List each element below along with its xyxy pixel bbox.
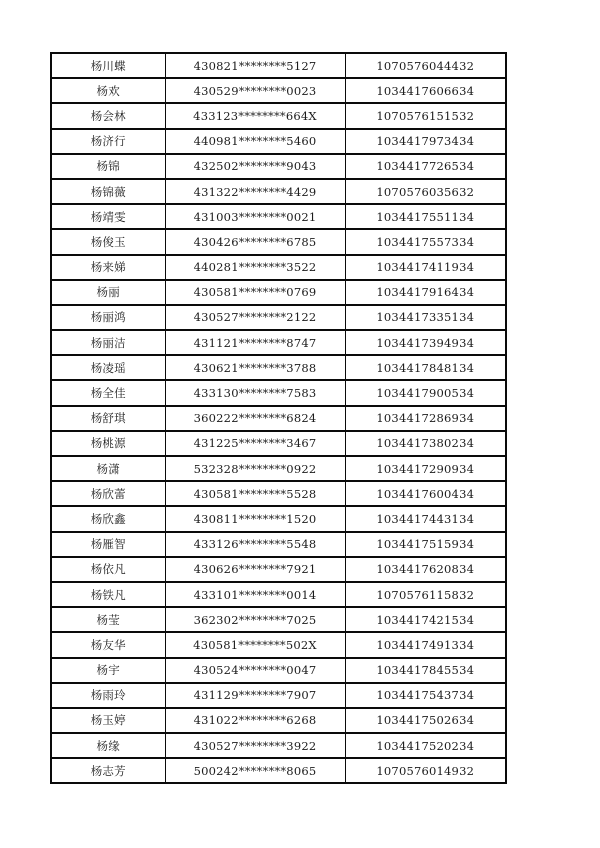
code-cell: 1070576014932 — [345, 758, 506, 783]
table-row — [51, 129, 506, 154]
code-cell: 1034417543734 — [345, 683, 506, 708]
name-cell: 杨雁智 — [51, 532, 165, 557]
code-cell: 1034417848134 — [345, 355, 506, 380]
table-row — [51, 683, 506, 708]
roster-table-body — [51, 53, 506, 783]
name-cell: 杨莹 — [51, 607, 165, 632]
id-masked-cell: 431003********0021 — [165, 204, 345, 229]
id-masked-cell: 430811********1520 — [165, 506, 345, 531]
code-cell: 1070576035632 — [345, 179, 506, 204]
code-cell: 1034417491334 — [345, 632, 506, 657]
name-cell: 杨全佳 — [51, 380, 165, 405]
id-masked-cell: 430527********2122 — [165, 305, 345, 330]
id-masked-cell: 440981********5460 — [165, 129, 345, 154]
code-cell: 1034417411934 — [345, 255, 506, 280]
code-cell: 1034417515934 — [345, 532, 506, 557]
name-cell: 杨川蝶 — [51, 53, 165, 78]
id-masked-cell: 430529********0023 — [165, 78, 345, 103]
name-cell: 杨宇 — [51, 658, 165, 683]
table-row — [51, 154, 506, 179]
table-row — [51, 607, 506, 632]
table-row — [51, 255, 506, 280]
id-masked-cell: 430621********3788 — [165, 355, 345, 380]
name-cell: 杨志芳 — [51, 758, 165, 783]
name-cell: 杨济行 — [51, 129, 165, 154]
code-cell: 1034417421534 — [345, 607, 506, 632]
code-cell: 1034417290934 — [345, 456, 506, 481]
id-masked-cell: 532328********0922 — [165, 456, 345, 481]
table-row — [51, 733, 506, 758]
id-masked-cell: 431322********4429 — [165, 179, 345, 204]
code-cell: 1034417973434 — [345, 129, 506, 154]
table-row — [51, 179, 506, 204]
name-cell: 杨桃源 — [51, 431, 165, 456]
name-cell: 杨凌瑶 — [51, 355, 165, 380]
table-row — [51, 78, 506, 103]
code-cell: 1034417380234 — [345, 431, 506, 456]
id-masked-cell: 431129********7907 — [165, 683, 345, 708]
id-masked-cell: 433130********7583 — [165, 380, 345, 405]
code-cell: 1034417845534 — [345, 658, 506, 683]
id-masked-cell: 432502********9043 — [165, 154, 345, 179]
name-cell: 杨依凡 — [51, 557, 165, 582]
table-row — [51, 355, 506, 380]
id-masked-cell: 430527********3922 — [165, 733, 345, 758]
id-masked-cell: 430581********5528 — [165, 481, 345, 506]
name-cell: 杨友华 — [51, 632, 165, 657]
id-masked-cell: 433101********0014 — [165, 582, 345, 607]
name-cell: 杨丽 — [51, 280, 165, 305]
name-cell: 杨欢 — [51, 78, 165, 103]
name-cell: 杨铁凡 — [51, 582, 165, 607]
roster-table — [50, 52, 507, 784]
code-cell: 1034417606634 — [345, 78, 506, 103]
name-cell: 杨雨玲 — [51, 683, 165, 708]
table-row — [51, 557, 506, 582]
id-masked-cell: 431225********3467 — [165, 431, 345, 456]
table-row — [51, 582, 506, 607]
code-cell: 1034417900534 — [345, 380, 506, 405]
name-cell: 杨欣鑫 — [51, 506, 165, 531]
table-row — [51, 280, 506, 305]
name-cell: 杨丽洁 — [51, 330, 165, 355]
code-cell: 1070576115832 — [345, 582, 506, 607]
table-row — [51, 658, 506, 683]
name-cell: 杨靖雯 — [51, 204, 165, 229]
name-cell: 杨丽鸿 — [51, 305, 165, 330]
code-cell: 1070576044432 — [345, 53, 506, 78]
table-row — [51, 204, 506, 229]
table-row — [51, 758, 506, 783]
name-cell: 杨来娣 — [51, 255, 165, 280]
code-cell: 1034417335134 — [345, 305, 506, 330]
table-row — [51, 229, 506, 254]
name-cell: 杨欣蕾 — [51, 481, 165, 506]
table-row — [51, 330, 506, 355]
name-cell: 杨玉婷 — [51, 708, 165, 733]
name-cell: 杨俊玉 — [51, 229, 165, 254]
id-masked-cell: 430581********502X — [165, 632, 345, 657]
id-masked-cell: 433123********664X — [165, 103, 345, 128]
id-masked-cell: 433126********5548 — [165, 532, 345, 557]
id-masked-cell: 431121********8747 — [165, 330, 345, 355]
code-cell: 1070576151532 — [345, 103, 506, 128]
code-cell: 1034417520234 — [345, 733, 506, 758]
id-masked-cell: 430426********6785 — [165, 229, 345, 254]
id-masked-cell: 362302********7025 — [165, 607, 345, 632]
id-masked-cell: 500242********8065 — [165, 758, 345, 783]
table-row — [51, 506, 506, 531]
name-cell: 杨会林 — [51, 103, 165, 128]
name-cell: 杨锦薇 — [51, 179, 165, 204]
name-cell: 杨锦 — [51, 154, 165, 179]
id-masked-cell: 430524********0047 — [165, 658, 345, 683]
code-cell: 1034417620834 — [345, 557, 506, 582]
code-cell: 1034417916434 — [345, 280, 506, 305]
table-row — [51, 481, 506, 506]
id-masked-cell: 431022********6268 — [165, 708, 345, 733]
id-masked-cell: 430821********5127 — [165, 53, 345, 78]
table-row — [51, 380, 506, 405]
table-row — [51, 532, 506, 557]
code-cell: 1034417394934 — [345, 330, 506, 355]
code-cell: 1034417557334 — [345, 229, 506, 254]
name-cell: 杨舒琪 — [51, 406, 165, 431]
name-cell: 杨缘 — [51, 733, 165, 758]
code-cell: 1034417502634 — [345, 708, 506, 733]
code-cell: 1034417286934 — [345, 406, 506, 431]
name-cell: 杨潇 — [51, 456, 165, 481]
code-cell: 1034417600434 — [345, 481, 506, 506]
id-masked-cell: 360222********6824 — [165, 406, 345, 431]
code-cell: 1034417551134 — [345, 204, 506, 229]
id-masked-cell: 430581********0769 — [165, 280, 345, 305]
table-row — [51, 406, 506, 431]
table-row — [51, 456, 506, 481]
id-masked-cell: 430626********7921 — [165, 557, 345, 582]
table-row — [51, 103, 506, 128]
table-row — [51, 708, 506, 733]
code-cell: 1034417726534 — [345, 154, 506, 179]
code-cell: 1034417443134 — [345, 506, 506, 531]
table-row — [51, 305, 506, 330]
table-row — [51, 431, 506, 456]
table-row — [51, 632, 506, 657]
table-row — [51, 53, 506, 78]
id-masked-cell: 440281********3522 — [165, 255, 345, 280]
